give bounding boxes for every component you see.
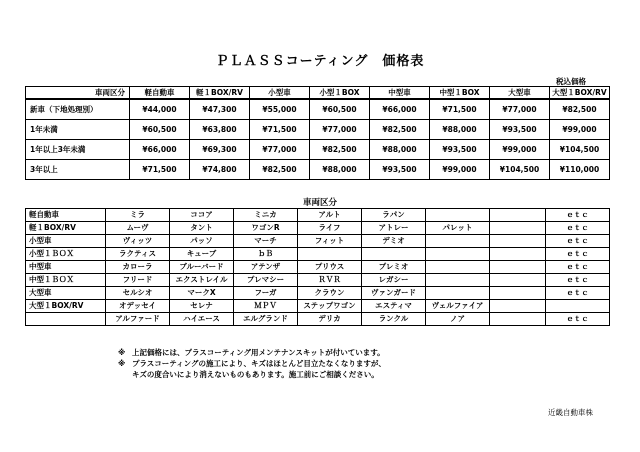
etc-cell: ｅｔｃ xyxy=(546,313,610,326)
vehicle-model-cell: タント xyxy=(170,222,234,235)
vehicle-class-row xyxy=(26,248,610,261)
note-text: プラスコーティングの施工により、キズはほとんど目立たなくなりますが、 xyxy=(132,359,386,368)
vehicle-model-cell: ブルーバード xyxy=(170,261,234,274)
vehicle-model-cell xyxy=(298,248,362,261)
price-row-label: 1年以上3年未満 xyxy=(26,140,130,160)
vehicle-model-cell xyxy=(426,274,490,287)
vehicle-model-cell: ライフ xyxy=(298,222,362,235)
price-cell: ¥77,000 xyxy=(310,120,370,140)
vehicle-category-header: 車両区分 xyxy=(26,87,130,100)
vehicle-class-row xyxy=(26,222,610,235)
page-title: ＰＬＡＳＳコーティング 価格表 xyxy=(215,54,425,69)
etc-cell: ｅｔｃ xyxy=(546,235,610,248)
vehicle-model-cell: ミニカ xyxy=(234,209,298,222)
vehicle-class-table xyxy=(25,208,610,326)
price-row xyxy=(26,99,610,120)
vehicle-model-cell: ラパン xyxy=(362,209,426,222)
price-cell: ¥93,500 xyxy=(430,140,490,160)
vehicle-model-cell: パレット xyxy=(426,222,490,235)
vehicle-class-title: 車両区分 xyxy=(302,198,337,208)
company-name: 近畿自動車株 xyxy=(548,408,593,417)
vehicle-model-cell: オデッセイ xyxy=(106,300,170,313)
vehicle-model-cell: フリード xyxy=(106,274,170,287)
vehicle-model-cell: デミオ xyxy=(362,235,426,248)
vehicle-model-cell xyxy=(426,261,490,274)
vehicle-model-cell: アルト xyxy=(298,209,362,222)
price-column-header: 軽自動車 xyxy=(130,87,190,100)
vehicle-class-row xyxy=(26,235,610,248)
price-column-header: 軽１BOX/RV xyxy=(190,87,250,100)
vehicle-model-cell: エクストレイル xyxy=(170,274,234,287)
price-cell: ¥66,000 xyxy=(370,99,430,120)
vehicle-model-cell: ＭＰＶ xyxy=(234,300,298,313)
vehicle-model-cell xyxy=(490,313,546,326)
vehicle-model-cell: カローラ xyxy=(106,261,170,274)
price-column-header: 中型車 xyxy=(370,87,430,100)
price-cell: ¥60,500 xyxy=(130,120,190,140)
vehicle-model-cell: ノア xyxy=(426,313,490,326)
vehicle-model-cell: クラウン xyxy=(298,287,362,300)
vehicle-class-label: 中型１ＢＯＸ xyxy=(26,274,106,287)
price-cell: ¥44,000 xyxy=(130,99,190,120)
vehicle-model-cell: ヴァンガード xyxy=(362,287,426,300)
price-cell: ¥99,000 xyxy=(490,140,550,160)
price-cell: ¥88,000 xyxy=(370,140,430,160)
vehicle-model-cell: キューブ xyxy=(170,248,234,261)
tax-included-note: 税込価格 xyxy=(556,77,586,86)
price-cell: ¥69,300 xyxy=(190,140,250,160)
price-cell: ¥77,000 xyxy=(490,99,550,120)
vehicle-model-cell: マークX xyxy=(170,287,234,300)
price-cell: ¥74,800 xyxy=(190,160,250,180)
price-row-label: 1年未満 xyxy=(26,120,130,140)
notes xyxy=(118,347,386,380)
vehicle-class-row xyxy=(26,313,610,326)
price-cell: ¥93,500 xyxy=(490,120,550,140)
vehicle-class-row xyxy=(26,300,610,313)
price-row xyxy=(26,160,610,180)
vehicle-class-label: 大型１BOX/RV xyxy=(26,300,106,313)
price-cell: ¥104,500 xyxy=(490,160,550,180)
etc-cell: ｅｔｃ xyxy=(546,248,610,261)
vehicle-model-cell xyxy=(490,274,546,287)
price-column-header: 小型車 xyxy=(250,87,310,100)
vehicle-model-cell: アルファード xyxy=(106,313,170,326)
price-cell: ¥82,500 xyxy=(550,99,610,120)
vehicle-model-cell: ハイエース xyxy=(170,313,234,326)
note-line xyxy=(118,358,386,369)
price-cell: ¥77,000 xyxy=(250,140,310,160)
price-cell: ¥104,500 xyxy=(550,140,610,160)
price-column-header: 大型１BOX/RV xyxy=(550,87,610,100)
vehicle-class-row xyxy=(26,274,610,287)
price-cell: ¥47,300 xyxy=(190,99,250,120)
etc-cell: ｅｔｃ xyxy=(546,274,610,287)
vehicle-class-row xyxy=(26,261,610,274)
vehicle-model-cell xyxy=(490,209,546,222)
price-cell: ¥82,500 xyxy=(250,160,310,180)
vehicle-class-label xyxy=(26,313,106,326)
etc-cell: ｅｔｃ xyxy=(546,209,610,222)
price-cell: ¥60,500 xyxy=(310,99,370,120)
price-cell: ¥88,000 xyxy=(430,120,490,140)
note-text: キズの度合いにより消えないものもあります。施工前にご相談ください。 xyxy=(132,370,379,379)
price-cell: ¥82,500 xyxy=(310,140,370,160)
price-row xyxy=(26,140,610,160)
price-cell: ¥71,500 xyxy=(250,120,310,140)
vehicle-model-cell xyxy=(426,248,490,261)
vehicle-class-label: 小型１ＢＯＸ xyxy=(26,248,106,261)
vehicle-model-cell xyxy=(426,209,490,222)
price-column-header: 中型１BOX xyxy=(430,87,490,100)
price-column-header: 小型１BOX xyxy=(310,87,370,100)
vehicle-model-cell: レガシー xyxy=(362,274,426,287)
vehicle-model-cell: ムーヴ xyxy=(106,222,170,235)
vehicle-model-cell: ミラ xyxy=(106,209,170,222)
note-mark: ※ xyxy=(118,359,126,368)
vehicle-model-cell: ココア xyxy=(170,209,234,222)
vehicle-class-label: 軽自動車 xyxy=(26,209,106,222)
vehicle-model-cell xyxy=(490,235,546,248)
vehicle-model-cell: プレミオ xyxy=(362,261,426,274)
etc-cell xyxy=(546,300,610,313)
vehicle-model-cell: ＲＶＲ xyxy=(298,274,362,287)
vehicle-class-label: 大型車 xyxy=(26,287,106,300)
price-column-header: 大型車 xyxy=(490,87,550,100)
vehicle-model-cell: アテンザ xyxy=(234,261,298,274)
vehicle-model-cell: アトレー xyxy=(362,222,426,235)
vehicle-model-cell xyxy=(426,287,490,300)
vehicle-model-cell xyxy=(490,222,546,235)
note-text: 上記価格には、プラスコーティング用メンテナンスキットが付いています。 xyxy=(132,348,385,357)
price-cell: ¥99,000 xyxy=(430,160,490,180)
price-cell: ¥82,500 xyxy=(370,120,430,140)
price-cell: ¥88,000 xyxy=(310,160,370,180)
price-table xyxy=(25,86,610,180)
vehicle-model-cell: プリウス xyxy=(298,261,362,274)
vehicle-model-cell: プレマシー xyxy=(234,274,298,287)
vehicle-model-cell xyxy=(490,300,546,313)
price-cell: ¥99,000 xyxy=(550,120,610,140)
vehicle-model-cell: ワゴンR xyxy=(234,222,298,235)
vehicle-model-cell: エルグランド xyxy=(234,313,298,326)
vehicle-model-cell: セレナ xyxy=(170,300,234,313)
vehicle-model-cell: デリカ xyxy=(298,313,362,326)
vehicle-model-cell xyxy=(490,248,546,261)
price-row-label: 3年以上 xyxy=(26,160,130,180)
etc-cell: ｅｔｃ xyxy=(546,261,610,274)
price-row-label: 新車（下地処理別） xyxy=(26,99,130,120)
price-cell: ¥71,500 xyxy=(430,99,490,120)
vehicle-model-cell: マーチ xyxy=(234,235,298,248)
vehicle-model-cell xyxy=(490,261,546,274)
price-cell: ¥66,000 xyxy=(130,140,190,160)
price-cell: ¥63,800 xyxy=(190,120,250,140)
vehicle-class-row xyxy=(26,209,610,222)
note-line xyxy=(118,347,386,358)
vehicle-model-cell xyxy=(490,287,546,300)
price-row xyxy=(26,120,610,140)
vehicle-model-cell: ステップワゴン xyxy=(298,300,362,313)
vehicle-class-row xyxy=(26,287,610,300)
vehicle-class-label: 小型車 xyxy=(26,235,106,248)
vehicle-model-cell: ｂＢ xyxy=(234,248,298,261)
price-cell: ¥71,500 xyxy=(130,160,190,180)
vehicle-model-cell: ヴィッツ xyxy=(106,235,170,248)
etc-cell: ｅｔｃ xyxy=(546,287,610,300)
vehicle-model-cell: ラクティス xyxy=(106,248,170,261)
etc-cell: ｅｔｃ xyxy=(546,222,610,235)
vehicle-model-cell xyxy=(426,235,490,248)
note-mark: ※ xyxy=(118,348,126,357)
vehicle-model-cell: ランクル xyxy=(362,313,426,326)
price-cell: ¥110,000 xyxy=(550,160,610,180)
vehicle-model-cell: パッソ xyxy=(170,235,234,248)
vehicle-model-cell: ヴェルファイア xyxy=(426,300,490,313)
note-line xyxy=(118,369,386,380)
vehicle-model-cell: セルシオ xyxy=(106,287,170,300)
vehicle-class-label: 中型車 xyxy=(26,261,106,274)
price-header-row xyxy=(26,87,610,100)
price-cell: ¥93,500 xyxy=(370,160,430,180)
vehicle-model-cell: エスティマ xyxy=(362,300,426,313)
price-cell: ¥55,000 xyxy=(250,99,310,120)
vehicle-model-cell: フーガ xyxy=(234,287,298,300)
vehicle-model-cell xyxy=(362,248,426,261)
vehicle-model-cell: フィット xyxy=(298,235,362,248)
vehicle-class-label: 軽１BOX/RV xyxy=(26,222,106,235)
